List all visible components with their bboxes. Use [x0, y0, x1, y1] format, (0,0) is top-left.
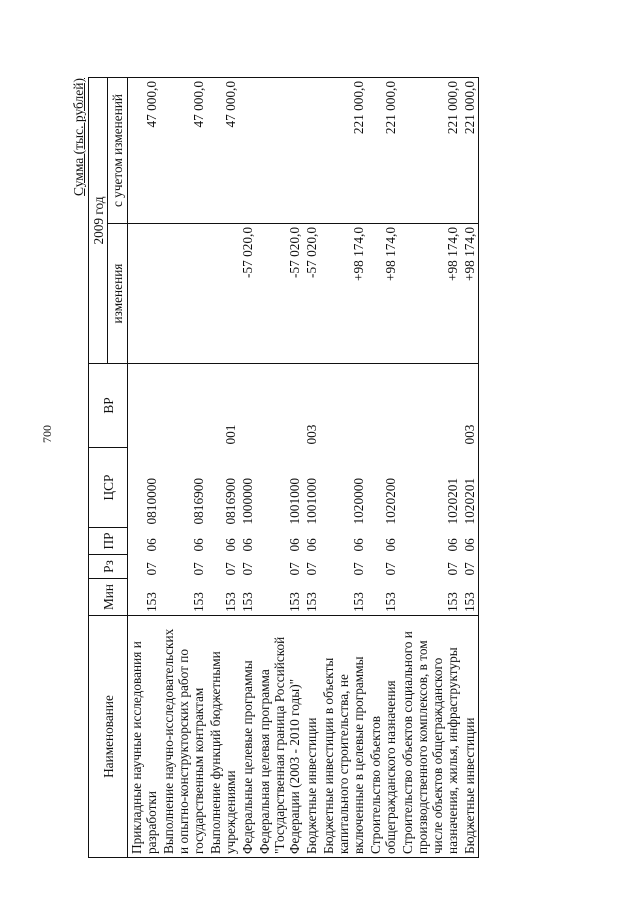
row-rz: 07: [240, 562, 255, 576]
row-min: 153: [160, 579, 207, 616]
row-pr: 06: [445, 538, 460, 552]
row-with-changes: [303, 77, 320, 223]
row-pr: 06: [287, 538, 302, 552]
col-header-vr: ВР: [89, 364, 128, 448]
col-header-csr: ЦСР: [89, 448, 128, 528]
row-name: Бюджетные инвестиции: [461, 616, 479, 858]
row-rz: 07: [191, 562, 206, 576]
row-vr: [320, 364, 367, 448]
row-csr: 1020000: [351, 477, 366, 525]
row-name: Выполнение научно-исследовательских и опытно-конструкторских работ по государственным контрактам: [160, 616, 207, 858]
table-row: [461, 77, 479, 857]
budget-table: [88, 77, 479, 858]
row-pr: 06: [351, 538, 366, 552]
row-name: Строительство объектов общегражданского назначения: [367, 616, 399, 858]
row-pr: 06: [383, 538, 398, 552]
row-rz: 07: [304, 562, 319, 576]
row-with-changes: 47 000,0: [207, 77, 239, 223]
row-vr: [399, 364, 461, 448]
row-rz: 07: [287, 562, 302, 576]
row-csr: 0816900: [223, 477, 238, 525]
table-row: [256, 77, 303, 857]
row-with-changes: 221 000,0: [367, 77, 399, 223]
row-with-changes: 47 000,0: [128, 77, 161, 223]
row-vr: [128, 364, 161, 448]
row-pr: 06: [223, 538, 238, 552]
row-vr: [239, 364, 256, 448]
units-caption: Сумма (тыс. рублей): [71, 78, 86, 196]
row-min: 153: [239, 579, 256, 616]
row-with-changes: [239, 77, 256, 223]
row-min: 153: [207, 579, 239, 616]
col-header-changes: изменения: [108, 224, 128, 364]
row-csr: 1020200: [383, 477, 398, 525]
row-csr: 0810000: [144, 477, 159, 525]
row-min: 153: [256, 579, 303, 616]
row-min: 153: [461, 579, 479, 616]
row-pr: 06: [461, 528, 479, 555]
row-pr: 06: [191, 538, 206, 552]
table-row: [399, 77, 461, 857]
row-changes: [160, 224, 207, 364]
row-name: Строительство объектов социального и производственного комплексов, в том числе объектов общегражданского назначения, жилья, инфраструктуры: [399, 616, 461, 858]
row-min: 153: [128, 579, 161, 616]
row-changes: +98 174,0: [320, 224, 367, 364]
row-min: 153: [399, 579, 461, 616]
col-header-year: 2009 год: [89, 77, 108, 363]
row-csr: 1020201: [461, 448, 479, 528]
table-row: [303, 77, 320, 857]
row-changes: -57 020,0: [256, 224, 303, 364]
row-with-changes: 221 000,0: [399, 77, 461, 223]
rotated-table-page: [71, 78, 588, 858]
row-vr: [367, 364, 399, 448]
row-vr: [160, 364, 207, 448]
row-rz: 07: [383, 562, 398, 576]
row-name: Прикладные научные исследования и разработки: [128, 616, 161, 858]
row-changes: +98 174,0: [461, 224, 479, 364]
row-changes: [128, 224, 161, 364]
row-vr: 003: [303, 364, 320, 448]
row-min: 153: [367, 579, 399, 616]
row-csr: 0816900: [191, 477, 206, 525]
row-csr: 1001000: [287, 477, 302, 525]
table-row: [367, 77, 399, 857]
row-rz: 07: [445, 562, 460, 576]
row-name: Федеральная целевая программа "Государственная граница Российской Федерации (2003 - 2010 годы)": [256, 616, 303, 858]
row-rz: 07: [351, 562, 366, 576]
row-vr: 001: [207, 364, 239, 448]
row-name: Федеральные целевые программы: [239, 616, 256, 858]
table-row: [128, 77, 161, 857]
table-row: [207, 77, 239, 857]
row-pr: 06: [304, 538, 319, 552]
row-name: Выполнение функций бюджетными учреждениями: [207, 616, 239, 858]
row-min: 153: [303, 579, 320, 616]
row-name: Бюджетные инвестиции: [303, 616, 320, 858]
row-rz: 07: [144, 562, 159, 576]
row-csr: 1000000: [240, 477, 255, 525]
row-vr: [256, 364, 303, 448]
row-changes: [207, 224, 239, 364]
table-row: [160, 77, 207, 857]
row-rz: 07: [461, 555, 479, 579]
row-rz: 07: [223, 562, 238, 576]
col-header-with-changes: с учетом изменений: [108, 77, 128, 223]
row-changes: +98 174,0: [367, 224, 399, 364]
col-header-pr: ПР: [89, 528, 128, 555]
row-with-changes: 221 000,0: [320, 77, 367, 223]
col-header-rz: Рз: [89, 555, 128, 579]
page-number: 700: [40, 425, 54, 443]
col-header-min: Мин: [89, 579, 128, 616]
row-changes: -57 020,0: [239, 224, 256, 364]
row-pr: 06: [144, 538, 159, 552]
row-min: 153: [320, 579, 367, 616]
row-with-changes: 47 000,0: [160, 77, 207, 223]
row-with-changes: 221 000,0: [461, 77, 479, 223]
table-row: [320, 77, 367, 857]
row-vr: 003: [461, 364, 479, 448]
row-changes: -57 020,0: [303, 224, 320, 364]
row-name: Бюджетные инвестиции в объекты капитального строительства, не включенные в целевые программы: [320, 616, 367, 858]
table-row: [239, 77, 256, 857]
row-pr: 06: [240, 538, 255, 552]
row-csr: 1020201: [445, 477, 460, 525]
row-with-changes: [256, 77, 303, 223]
row-changes: +98 174,0: [399, 224, 461, 364]
col-header-name: Наименование: [89, 616, 128, 858]
row-csr: 1001000: [304, 477, 319, 525]
